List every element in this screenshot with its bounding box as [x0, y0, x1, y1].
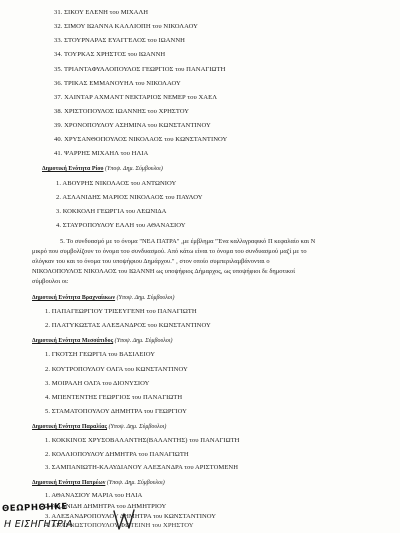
section-title: Δημοτική Ενότητα Πατρέων [32, 480, 106, 486]
signature-mark [112, 508, 144, 532]
list-item: 36. ΤΡΙΚΑΣ ΕΜΜΑΝΟΥΗΛ του ΝΙΚΟΛΑΟΥ [54, 80, 181, 87]
list-item: 2. ΑΛΑΝΙΔΗ ΔΗΜΗΤΡΑ του ΔΗΜΗΤΡΙΟΥ [45, 503, 167, 510]
list-item: 1. ΓΚΟΤΣΗ ΓΕΩΡΓΙΑ του ΒΑΣΙΛΕΙΟΥ [45, 351, 156, 358]
paragraph-line: μικρό που συμβολίζουν το όνομα του συνδυασμού. Από κάτω είναι το όνομα του συνδυασμού μαζί με το [32, 248, 307, 255]
list-item: 39. ΧΡΟΝΟΠΟΥΛΟΥ ΑΣΗΜΙΝΑ του ΚΩΝΣΤΑΝΤΙΝΟΥ [54, 122, 211, 129]
list-item: 1. ΑΘΑΝΑΣΙΟΥ ΜΑΡΙΑ του ΗΛΙΑ [45, 492, 143, 499]
section-title: Δημοτική Ενότητα Παραλίας [32, 424, 108, 430]
list-item: 33. ΣΤΟΥΡΝΑΡΑΣ ΕΥΑΓΓΕΛΟΣ του ΙΩΑΝΝΗ [54, 37, 185, 44]
section-note: (Υποψ. Δημ. Σύμβουλοι) [115, 295, 175, 301]
section-note: (Υποψ. Δημ. Σύμβουλοι) [113, 338, 173, 344]
list-item: 37. ΧΑΙΝΤΑΡ ΑΧΜΑΝΤ ΝΕΚΤΑΡΙΟΣ ΝΕΜΕΡ του ΧΑΕΛ [54, 94, 218, 101]
paragraph-line: 5. Το συνδυασμό με το όνομα "ΝΕΑ ΠΑΤΡΑ" ,με έμβλημα "Ένα καλλιγραφικό Π κεφαλαίο και Ν [60, 238, 316, 245]
section-title: Δημοτική Ενότητα Μεσσάτιδος [32, 338, 114, 344]
list-item: 1. ΠΑΠΑΓΕΩΡΓΙΟΥ ΤΡΙΣΕΥΓΕΝΗ του ΠΑΝΑΓΙΩΤΗ [45, 308, 197, 315]
list-item: 38. ΧΡΙΣΤΟΠΟΥΛΟΣ ΙΩΑΝΝΗΣ του ΧΡΗΣΤΟΥ [54, 108, 190, 115]
list-item: 4. ΑΝΑΓΝΩΣΤΟΠΟΥΛΟΥ ΦΩΤΕΙΝΗ του ΧΡΗΣΤΟΥ [45, 522, 194, 529]
list-item: 2. ΑΣΛΑΝΙΔΗΣ ΜΑΡΙΟΣ ΝΙΚΟΛΑΟΣ του ΠΑΥΛΟΥ [56, 194, 203, 201]
list-item: 1. ΑΒΟΥΡΗΣ ΝΙΚΟΛΑΟΣ του ΑΝΤΩΝΙΟΥ [56, 180, 177, 187]
list-item: 31. ΣΙΚΟΥ ΕΛΕΝΗ του ΜΙΧΑΛΗ [54, 9, 149, 16]
section-note: (Υποψ. Δημ. Σύμβουλοι) [103, 166, 163, 172]
handwritten-stamp: ΘΕΩΡΗΘΗΚΕ [1, 501, 68, 515]
section-heading [32, 425, 166, 431]
section-title: Δημοτική Ενότητα Βραχναίικων [32, 295, 116, 301]
section-title: Δημοτική Ενότητα Ρίου [42, 166, 104, 172]
list-item: 2. ΚΟΛΛΙΟΠΟΥΛΟΥ ΔΗΜΗΤΡΑ του ΠΑΝΑΓΙΩΤΗ [45, 451, 189, 458]
list-item: 3. ΣΑΜΠΑΝΙΩΤΗ-ΚΛΑΥΔΙΑΝΟΥ ΑΛΕΞΑΝΔΡΑ του ΑΡΙΣΤΟΜΕΝΗ [45, 464, 239, 471]
list-item: 4. ΣΤΑΥΡΟΠΟΥΛΟΥ ΕΛΛΗ του ΑΘΑΝΑΣΙΟΥ [56, 222, 186, 229]
handwritten-rapporteur: Η ΕΙΣΗΓΗΤΡΙΑ [4, 519, 73, 530]
section-note: (Υποψ. Δημ. Σύμβουλοι) [105, 480, 165, 486]
list-item: 5. ΣΤΑΜΑΤΟΠΟΥΛΟΥ ΔΗΜΗΤΡΑ του ΓΕΩΡΓΙΟΥ [45, 408, 187, 415]
list-item: 41. ΨΑΡΡΗΣ ΜΙΧΑΗΛ του ΗΛΙΑ [54, 150, 149, 157]
list-item: 40. ΧΡΥΣΑΝΘΟΠΟΥΛΟΣ ΝΙΚΟΛΑΟΣ του ΚΩΝΣΤΑΝΤΙΝΟΥ [54, 136, 228, 143]
list-item: 35. ΤΡΙΑΝΤΑΦΥΛΛΟΠΟΥΛΟΣ ΓΕΩΡΓΙΟΣ του ΠΑΝΑΓΙΩΤΗ [54, 66, 226, 73]
section-note: (Υποψ. Δημ. Σύμβουλοι) [107, 424, 167, 430]
list-item: 2. ΚΟΥΤΡΟΠΟΥΛΟΥ ΟΛΓΑ του ΚΩΝΣΤΑΝΤΙΝΟΥ [45, 366, 188, 373]
list-item: 1. ΚΟΚΚΙΝΟΣ ΧΡΥΣΟΒΑΛΑΝΤΗΣ(ΒΑΛΑΝΤΗΣ) του ΠΑΝΑΓΙΩΤΗ [45, 437, 240, 444]
paragraph-line: σύμβουλοι οι: [32, 278, 69, 285]
section-heading [32, 339, 173, 345]
list-item: 2. ΠΛΑΤΥΚΩΣΤΑΣ ΑΛΕΞΑΝΔΡΟΣ του ΚΩΝΣΤΑΝΤΙΝΟΥ [45, 322, 211, 329]
paragraph-line: σλόγκαν του και το όνομα του υποψήφιου Δημάρχου." , στον οποίο συμπεριλαμβάνονται ο [32, 258, 270, 265]
paragraph-line: ΝΙΚΟΛΟΠΟΥΛΟΣ ΝΙΚΟΛΑΟΣ του ΙΩΑΝΝΗ ως υποψήφιος Δήμαρχος, ως υποψήφιοι δε δημοτικοί [32, 268, 296, 275]
list-item: 4. ΜΠΕΝΤΕΝΤΗΣ ΓΕΩΡΓΙΟΣ του ΠΑΝΑΓΙΩΤΗ [45, 394, 183, 401]
list-item: 32. ΣΙΜΟΥ ΙΩΑΝΝΑ ΚΑΛΛΙΟΠΗ του ΝΙΚΟΛΑΟΥ [54, 23, 198, 30]
list-item: 3. ΜΟΙΡΑΛΗ ΟΛΓΑ του ΔΙΟΝΥΣΙΟΥ [45, 380, 150, 387]
section-heading [32, 481, 165, 487]
list-item: 3. ΑΛΕΞΑΝΔΡΟΠΟΥΛΟΥ ΔΗΜΗΤΡΑ του ΚΩΝΣΤΑΝΤΙΝΟΥ [45, 513, 217, 520]
list-item: 3. ΚΟΚΚΟΛΗ ΓΕΩΡΓΙΑ του ΛΕΩΝΙΔΑ [56, 208, 167, 215]
section-heading [42, 167, 163, 173]
section-heading [32, 296, 174, 302]
list-item: 34. ΤΟΥΡΚΑΣ ΧΡΗΣΤΟΣ του ΙΩΑΝΝΗ [54, 51, 166, 58]
